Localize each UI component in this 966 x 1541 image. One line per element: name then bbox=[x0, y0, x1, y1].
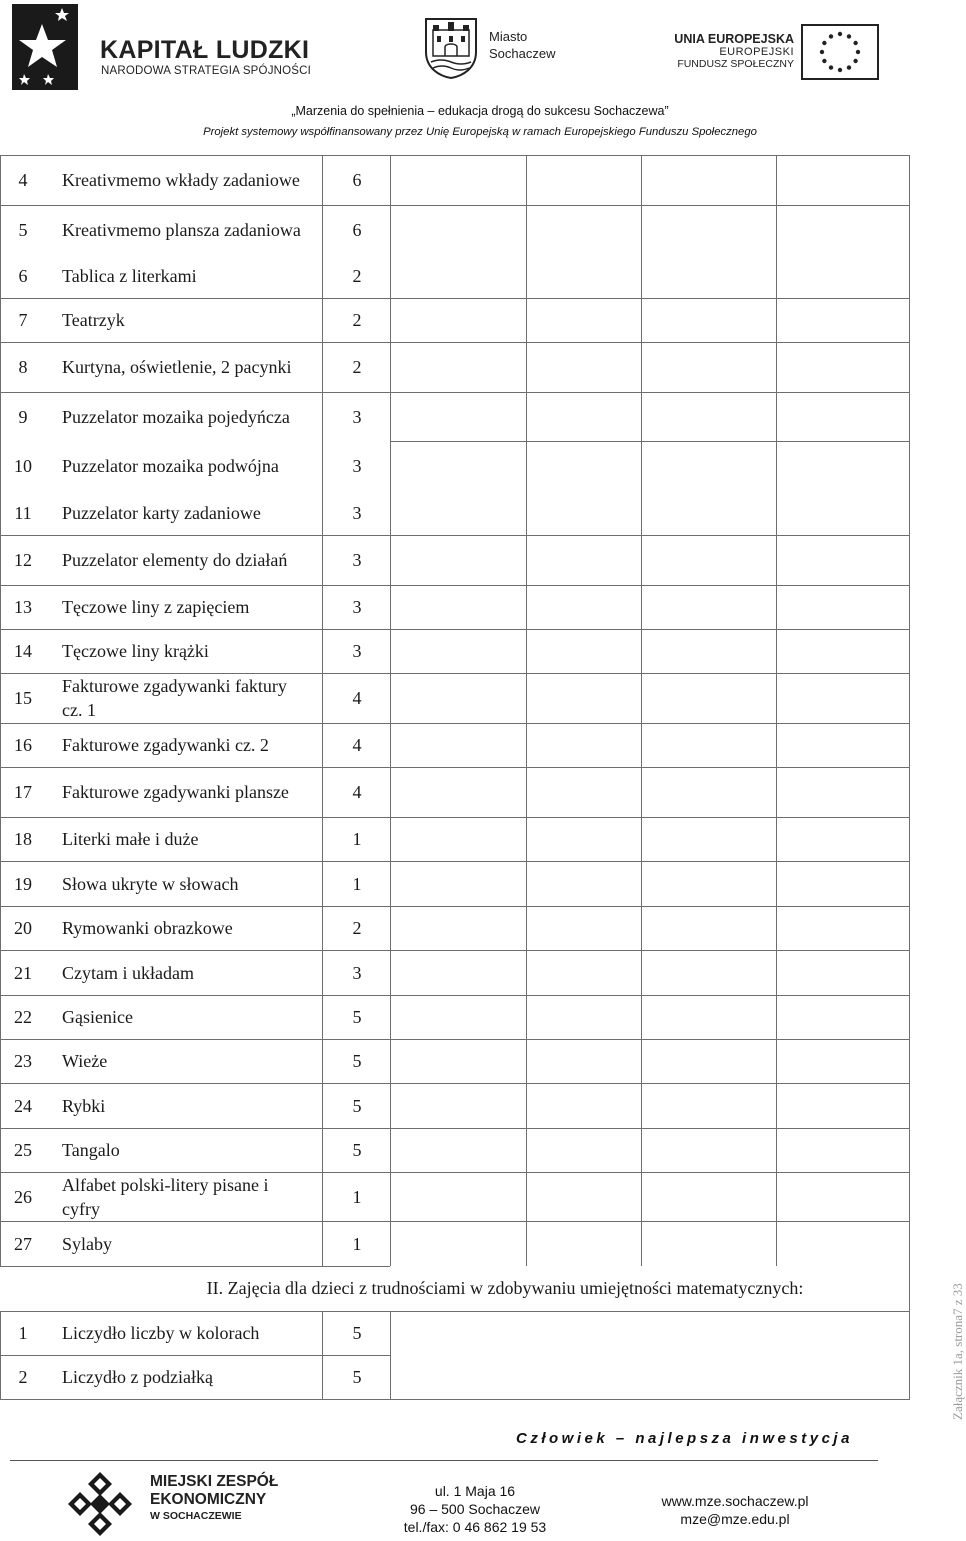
table-cell-qty: 1 bbox=[352, 873, 362, 894]
kapital-ludzki-subtitle: NARODOWA STRATEGIA SPÓJNOŚCI bbox=[101, 65, 312, 77]
table-cell-name: Fakturowe zgadywanki cz. 2 bbox=[62, 735, 269, 755]
table-cell-name: Literki małe i duże bbox=[62, 829, 199, 849]
table-cell-num: 23 bbox=[14, 1051, 32, 1071]
table-cell-name: Puzzelator elementy do działań bbox=[62, 550, 288, 570]
column-separator bbox=[322, 155, 323, 1266]
table-border-bottom bbox=[0, 1399, 910, 1400]
table-cell-qty: 2 bbox=[352, 310, 362, 330]
table-cell-num: 26 bbox=[14, 1186, 32, 1207]
table-cell-qty: 5 bbox=[352, 1051, 362, 1071]
section-heading: II. Zajęcia dla dzieci z trudnościami w zdobywaniu umiejętności matematycznych: bbox=[206, 1278, 804, 1298]
table-cell-num: 25 bbox=[14, 1140, 32, 1160]
table-cell-name: Puzzelator karty zadaniowe bbox=[62, 503, 261, 523]
table-cell-qty: 3 bbox=[352, 597, 362, 617]
table-border-top bbox=[0, 155, 910, 156]
row-separator bbox=[0, 1128, 910, 1129]
table-cell-name: Fakturowe zgadywanki faktury cz. 1 bbox=[62, 676, 287, 720]
table-cell-qty: 3 bbox=[352, 406, 362, 427]
table-cell-name: Tęczowe liny z zapięciem bbox=[62, 597, 250, 617]
city-label-line2: Sochaczew bbox=[489, 46, 556, 61]
sochaczew-crest-icon bbox=[423, 16, 479, 80]
table-cell-name: Puzzelator mozaika pojedyńcza bbox=[62, 406, 290, 427]
address-city: 96 – 500 Sochaczew bbox=[410, 1501, 540, 1517]
column-separator bbox=[909, 155, 910, 1266]
table-cell-name: Puzzelator mozaika podwójna bbox=[62, 456, 279, 476]
table-cell-name: Alfabet polski-litery pisane i cyfry bbox=[62, 1174, 269, 1219]
eu-flag-icon bbox=[801, 24, 879, 80]
row-separator bbox=[0, 995, 910, 996]
table-cell-name: Fakturowe zgadywanki plansze bbox=[62, 782, 289, 802]
project-subtitle: Projekt systemowy współfinansowany przez Unię Europejską w ramach Europejskiego Funduszu Społecznego bbox=[203, 126, 757, 138]
table-cell-name: Tangalo bbox=[62, 1140, 120, 1160]
table-cell-num: 24 bbox=[14, 1095, 32, 1116]
table-cell-qty: 4 bbox=[352, 688, 362, 708]
table-cell-qty: 4 bbox=[352, 735, 362, 755]
table-cell-qty: 4 bbox=[352, 782, 362, 802]
row-separator bbox=[0, 1355, 390, 1356]
table-cell-num: 9 bbox=[18, 406, 28, 427]
table-border-left bbox=[0, 1311, 1, 1399]
row-separator bbox=[0, 673, 910, 674]
row-separator bbox=[0, 1039, 910, 1040]
table-cell-num: 21 bbox=[14, 962, 32, 983]
table-cell-name: Tęczowe liny krążki bbox=[62, 641, 209, 661]
table-cell-qty: 5 bbox=[352, 1007, 362, 1027]
table-cell-qty: 1 bbox=[352, 1186, 362, 1207]
page-header bbox=[0, 0, 960, 145]
row-separator bbox=[0, 585, 910, 586]
table-cell-qty: 6 bbox=[352, 170, 362, 190]
row-separator bbox=[0, 1172, 910, 1173]
eu-label-line1: UNIA EUROPEJSKA bbox=[674, 32, 794, 46]
table-cell-qty: 5 bbox=[352, 1323, 362, 1343]
table-cell-num: 1 bbox=[18, 1323, 28, 1343]
table-cell-num: 6 bbox=[18, 266, 28, 286]
eu-label-line2: EUROPEJSKI bbox=[719, 46, 794, 58]
table-cell-num: 2 bbox=[18, 1367, 28, 1387]
row-separator bbox=[0, 1083, 910, 1084]
row-separator bbox=[0, 861, 910, 862]
row-separator bbox=[390, 205, 910, 206]
row-separator bbox=[0, 629, 910, 630]
table-cell-name: Rybki bbox=[62, 1095, 106, 1116]
school-contact bbox=[640, 1492, 830, 1528]
table-cell-qty: 3 bbox=[352, 503, 362, 523]
table-cell-num: 11 bbox=[14, 503, 32, 523]
row-separator bbox=[0, 723, 910, 724]
website-link[interactable]: www.mze.sochaczew.pl bbox=[661, 1493, 809, 1509]
row-separator bbox=[0, 535, 910, 536]
eu-label-line3: FUNDUSZ SPOŁECZNY bbox=[677, 58, 794, 70]
table-cell-qty: 6 bbox=[352, 219, 362, 240]
table-cell-name: Rymowanki obrazkowe bbox=[62, 918, 233, 938]
table-cell-num: 10 bbox=[14, 456, 32, 476]
table-cell-qty: 1 bbox=[352, 1233, 362, 1254]
table-cell-num: 22 bbox=[14, 1007, 32, 1027]
city-label-line1: Miasto bbox=[489, 29, 528, 44]
row-separator bbox=[0, 1221, 910, 1222]
table-cell-num: 8 bbox=[18, 357, 28, 377]
table-cell-qty: 3 bbox=[352, 456, 362, 476]
table-cell-num: 19 bbox=[14, 873, 32, 894]
table-cell-num: 17 bbox=[14, 782, 32, 802]
table-cell-num: 5 bbox=[18, 219, 28, 240]
school-name-line2: EKONOMICZNY bbox=[150, 1491, 267, 1508]
column-separator bbox=[390, 155, 391, 1266]
table-cell-qty: 2 bbox=[352, 266, 362, 286]
table-cell-name: Tablica z literkami bbox=[62, 266, 197, 286]
row-separator bbox=[390, 441, 910, 442]
table-cell-name: Liczydło liczby w kolorach bbox=[62, 1323, 260, 1343]
table-cell-name: Gąsienice bbox=[62, 1007, 133, 1027]
column-separator bbox=[390, 1311, 391, 1399]
school-address bbox=[380, 1482, 570, 1536]
city-label bbox=[489, 28, 555, 62]
table-cell-qty: 3 bbox=[352, 550, 362, 570]
kapital-ludzki-title: KAPITAŁ LUDZKI bbox=[100, 36, 310, 64]
table-border-left bbox=[0, 155, 1, 1266]
table-cell-name: Czytam i układam bbox=[62, 962, 194, 983]
row-separator bbox=[0, 1266, 390, 1267]
table-cell-name: Kreativmemo wkłady zadaniowe bbox=[62, 170, 300, 190]
table-cell-qty: 3 bbox=[352, 641, 362, 661]
table-cell-num: 7 bbox=[18, 310, 28, 330]
table-cell-name: Liczydło z podziałką bbox=[62, 1367, 213, 1387]
mze-school-logo-icon bbox=[66, 1470, 134, 1538]
column-separator bbox=[776, 155, 777, 1266]
table-cell-qty: 5 bbox=[352, 1140, 362, 1160]
table-cell-num: 4 bbox=[18, 170, 28, 190]
table-cell-num: 18 bbox=[14, 829, 32, 849]
table-cell-name: Kurtyna, oświetlenie, 2 pacynki bbox=[62, 357, 292, 377]
row-separator bbox=[0, 1311, 910, 1312]
table-cell-num: 14 bbox=[14, 641, 32, 661]
row-separator bbox=[390, 392, 910, 393]
table-cell-num: 13 bbox=[14, 597, 32, 617]
row-separator bbox=[0, 298, 910, 299]
row-separator bbox=[0, 950, 910, 951]
footer-motto: Człowiek – najlepsza inwestycja bbox=[516, 1430, 853, 1447]
row-separator bbox=[0, 817, 910, 818]
table-cell-name: Słowa ukryte w słowach bbox=[62, 873, 239, 894]
table-cell-num: 16 bbox=[14, 735, 32, 755]
table-cell-name: Wieże bbox=[62, 1051, 108, 1071]
row-separator bbox=[0, 767, 910, 768]
column-separator bbox=[322, 1311, 323, 1399]
school-name-line3: W SOCHACZEWIE bbox=[150, 1510, 242, 1522]
school-name-line1: MIEJSKI ZESPÓŁ bbox=[150, 1473, 279, 1490]
attachment-page-note: Załącznik 1a, strona7 z 33 bbox=[950, 1283, 965, 1420]
email-link[interactable]: mze@mze.edu.pl bbox=[680, 1511, 790, 1527]
school-name bbox=[150, 1473, 278, 1523]
table-cell-name: Kreativmemo plansza zadaniowa bbox=[62, 219, 301, 240]
eu-label bbox=[664, 32, 794, 70]
table-cell-name: Teatrzyk bbox=[62, 310, 125, 330]
table-cell-qty: 5 bbox=[352, 1095, 362, 1116]
kapital-ludzki-star-logo bbox=[12, 4, 78, 90]
table-cell-qty: 5 bbox=[352, 1367, 362, 1387]
table-cell-num: 15 bbox=[14, 688, 32, 708]
table-cell-num: 27 bbox=[14, 1233, 32, 1254]
address-street: ul. 1 Maja 16 bbox=[434, 1483, 516, 1499]
row-separator bbox=[0, 906, 910, 907]
column-separator bbox=[526, 155, 527, 1266]
table-cell-num: 20 bbox=[14, 918, 32, 938]
table-cell-qty: 1 bbox=[352, 829, 362, 849]
footer-divider bbox=[10, 1460, 878, 1461]
table-cell-num: 12 bbox=[14, 550, 32, 570]
row-separator bbox=[0, 342, 910, 343]
table-cell-qty: 2 bbox=[352, 357, 362, 377]
column-separator bbox=[641, 155, 642, 1266]
table-cell-qty: 3 bbox=[352, 962, 362, 983]
address-phone: tel./fax: 0 46 862 19 53 bbox=[403, 1519, 547, 1535]
project-title: „Marzenia do spełnienia – edukacja drogą do sukcesu Sochaczewa” bbox=[291, 104, 669, 118]
table-cell-qty: 2 bbox=[352, 918, 362, 938]
table-cell-name: Sylaby bbox=[62, 1233, 113, 1254]
